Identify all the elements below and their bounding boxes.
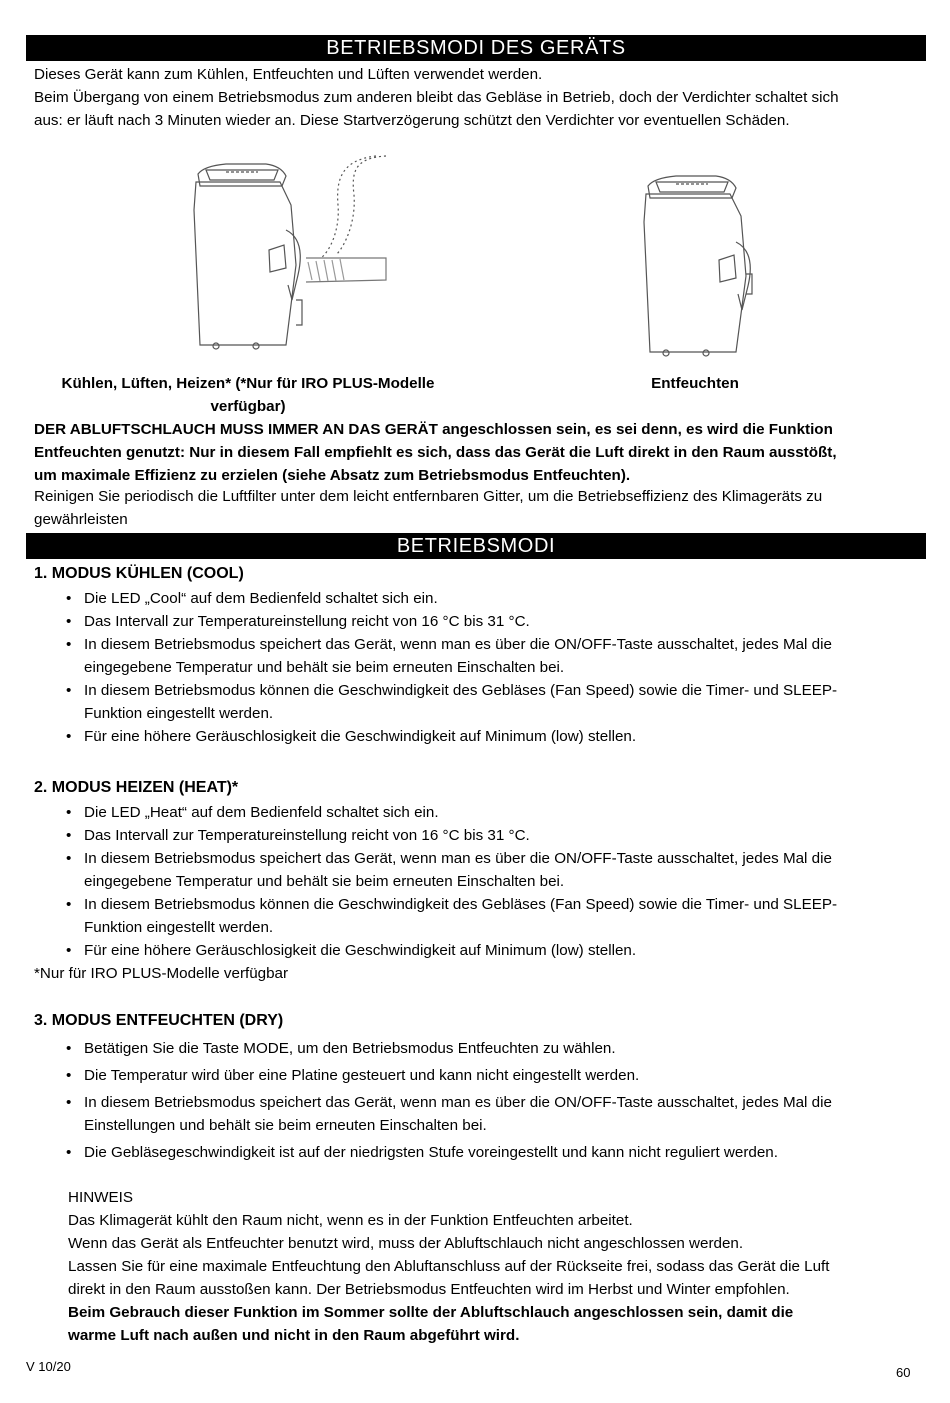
dry-mode-heading: 3. MODUS ENTFEUCHTEN (DRY) <box>34 1012 284 1029</box>
intro-line: Beim Übergang von einem Betriebsmodus zum anderen bleibt das Gebläse in Betrieb, doch der Verdichter schaltet sich <box>34 89 839 106</box>
ac-unit-with-hose-illustration <box>186 150 392 362</box>
list-item <box>66 824 906 847</box>
filter-line: gewährleisten <box>34 511 128 528</box>
list-item-text: Für eine höhere Geräuschlosigkeit die Geschwindigkeit auf Minimum (low) stellen. <box>84 728 637 745</box>
list-item-text: Die LED „Cool“ auf dem Bedienfeld schaltet sich ein. <box>84 590 438 607</box>
list-item-text: Für eine höhere Geräuschlosigkeit die Geschwindigkeit auf Minimum (low) stellen. <box>84 942 637 959</box>
ac-unit-dehumidifier-illustration <box>636 164 766 360</box>
heat-footnote: *Nur für IRO PLUS-Modelle verfügbar <box>34 965 289 982</box>
note-bold-line: Beim Gebrauch dieser Funktion im Sommer sollte der Abluftschlauch angeschlossen sein, damit die <box>68 1304 794 1321</box>
filter-note-paragraph <box>34 485 914 531</box>
bullet-icon: • <box>66 896 72 913</box>
bullet-icon: • <box>66 1094 72 1111</box>
dry-mode-list <box>66 1037 906 1164</box>
note-bold-line: warme Luft nach außen und nicht in den Raum abgeführt wird. <box>68 1327 520 1344</box>
cool-mode-list <box>66 587 906 748</box>
warning-line: Entfeuchten genutzt: Nur in diesem Fall empfiehlt es sich, dass das Gerät die Luft direkt in den Raum ausstößt, <box>34 444 837 461</box>
list-item-text: Die Temperatur wird über eine Platine gesteuert und kann nicht eingestellt werden. <box>84 1067 640 1084</box>
bullet-icon: • <box>66 682 72 699</box>
list-item-text: Das Intervall zur Temperatureinstellung reicht von 16 °C bis 31 °C. <box>84 613 530 630</box>
bullet-icon: • <box>66 1144 72 1161</box>
heat-mode-heading: 2. MODUS HEIZEN (HEAT)* <box>34 779 239 796</box>
list-item-text: In diesem Betriebsmodus können die Geschwindigkeit des Gebläses (Fan Speed) sowie die Timer- und SLEEP- <box>84 682 838 699</box>
list-item-text: Funktion eingestellt werden. <box>84 919 274 936</box>
list-item <box>66 725 906 748</box>
bullet-icon: • <box>66 804 72 821</box>
list-item-text: In diesem Betriebsmodus können die Geschwindigkeit des Gebläses (Fan Speed) sowie die Timer- und SLEEP- <box>84 896 838 913</box>
list-item <box>66 847 906 893</box>
bullet-icon: • <box>66 827 72 844</box>
bullet-icon: • <box>66 1040 72 1057</box>
cool-mode-heading: 1. MODUS KÜHLEN (COOL) <box>34 565 244 582</box>
list-item-text: Die LED „Heat“ auf dem Bedienfeld schaltet sich ein. <box>84 804 439 821</box>
filter-line: Reinigen Sie periodisch die Luftfilter unter dem leicht entfernbaren Gitter, um die Betriebseffizienz des Klimageräts zu <box>34 488 823 505</box>
list-item-text: In diesem Betriebsmodus speichert das Gerät, wenn man es über die ON/OFF-Taste ausschaltet, jedes Mal die <box>84 850 832 867</box>
warning-line: DER ABLUFTSCHLAUCH MUSS IMMER AN DAS GERÄT angeschlossen sein, es sei denn, es wird die Funktion <box>34 421 833 438</box>
list-item-text: In diesem Betriebsmodus speichert das Gerät, wenn man es über die ON/OFF-Taste ausschaltet, jedes Mal die <box>84 636 832 653</box>
note-line: Lassen Sie für eine maximale Entfeuchtung den Abluftanschluss auf der Rückseite frei, sodass das Gerät die Luft <box>68 1258 830 1275</box>
intro-line: aus: er läuft nach 3 Minuten wieder an. Diese Startverzögerung schützt den Verdichter vor eventuellen Schäden. <box>34 112 790 129</box>
figure-caption-left <box>30 372 466 418</box>
section-title-operating-modes-device: BETRIEBSMODI DES GERÄTS <box>26 35 926 61</box>
list-item <box>66 801 906 824</box>
bullet-icon: • <box>66 850 72 867</box>
bullet-icon: • <box>66 942 72 959</box>
bullet-icon: • <box>66 636 72 653</box>
page-number: 60 <box>896 1365 911 1380</box>
note-block <box>68 1186 918 1347</box>
list-item <box>66 893 906 939</box>
note-line: direkt in den Raum ausstoßen kann. Der Betriebsmodus Entfeuchten wird im Herbst und Winter empfohlen. <box>68 1281 790 1298</box>
list-item <box>66 1064 906 1087</box>
list-item-text: Das Intervall zur Temperatureinstellung reicht von 16 °C bis 31 °C. <box>84 827 530 844</box>
note-title: HINWEIS <box>68 1189 133 1206</box>
section-title-operating-modes: BETRIEBSMODI <box>26 533 926 559</box>
intro-line: Dieses Gerät kann zum Kühlen, Entfeuchten und Lüften verwendet werden. <box>34 66 543 83</box>
heat-mode-list <box>66 801 906 962</box>
intro-paragraph <box>34 63 914 132</box>
list-item <box>66 939 906 962</box>
caption-line: verfügbar) <box>210 398 286 415</box>
list-item-text: eingegebene Temperatur und behält sie beim erneuten Einschalten bei. <box>84 873 565 890</box>
bullet-icon: • <box>66 590 72 607</box>
version-label: V 10/20 <box>26 1359 71 1374</box>
list-item <box>66 1141 906 1164</box>
list-item-text: Betätigen Sie die Taste MODE, um den Betriebsmodus Entfeuchten zu wählen. <box>84 1040 616 1057</box>
list-item-text: In diesem Betriebsmodus speichert das Gerät, wenn man es über die ON/OFF-Taste ausschaltet, jedes Mal die <box>84 1094 832 1111</box>
list-item <box>66 1091 906 1137</box>
bullet-icon: • <box>66 1067 72 1084</box>
list-item <box>66 679 906 725</box>
list-item-text: Funktion eingestellt werden. <box>84 705 274 722</box>
list-item <box>66 633 906 679</box>
list-item <box>66 610 906 633</box>
list-item <box>66 587 906 610</box>
list-item-text: eingegebene Temperatur und behält sie beim erneuten Einschalten bei. <box>84 659 565 676</box>
list-item <box>66 1037 906 1060</box>
list-item-text: Die Gebläsegeschwindigkeit ist auf der niedrigsten Stufe voreingestellt und kann nicht reguliert werden. <box>84 1144 778 1161</box>
hose-warning-paragraph <box>34 418 914 487</box>
note-line: Wenn das Gerät als Entfeuchter benutzt wird, muss der Abluftschlauch nicht angeschlossen werden. <box>68 1235 744 1252</box>
note-line: Das Klimagerät kühlt den Raum nicht, wenn es in der Funktion Entfeuchten arbeitet. <box>68 1212 633 1229</box>
figure-caption-right: Entfeuchten <box>651 375 739 392</box>
list-item-text: Einstellungen und behält sie beim erneuten Einschalten bei. <box>84 1117 487 1134</box>
caption-line: Kühlen, Lüften, Heizen* (*Nur für IRO PLUS-Modelle <box>61 375 435 392</box>
warning-line: um maximale Effizienz zu erzielen (siehe Absatz zum Betriebsmodus Entfeuchten). <box>34 467 631 484</box>
bullet-icon: • <box>66 613 72 630</box>
bullet-icon: • <box>66 728 72 745</box>
